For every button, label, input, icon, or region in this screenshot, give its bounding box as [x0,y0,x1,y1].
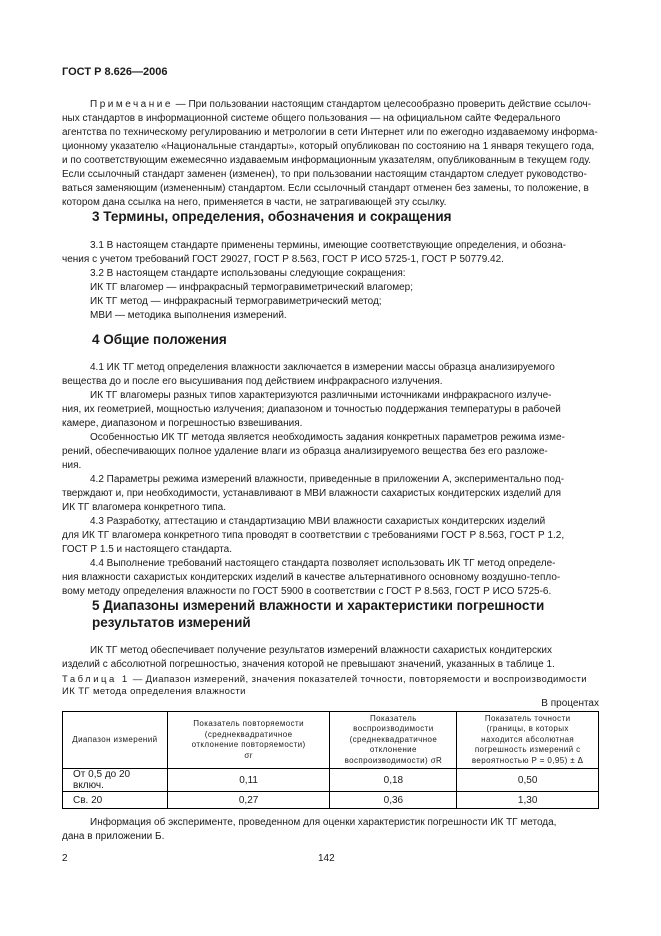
table-units: В процентах [541,698,599,709]
text-line: 4.4 Выполнение требований настоящего стандарта позволяет использовать ИК ТГ метод определе- [90,558,556,569]
text-line: Информация об эксперименте, проведенном для оценки характеристик погрешности ИК ТГ метода, [90,817,557,828]
table-caption [62,674,599,698]
text-line: ния, их геометрией, мощностью излучения; диапазоном и точностью поддержания температуры в рабочей [62,404,561,415]
text-line: вещества до и после его высушивания под действием инфракрасного излучения. [62,376,443,387]
section-4-body [62,361,599,599]
header-text: отклонение повторяемости) [191,740,306,749]
text-line: ния влажности сахаристых кондитерских изделий в качестве альтернативного основному воздушно-тепло- [62,572,561,583]
note-line: и по соответствующим ежемесячно издаваемым информационным указателям, опубликованным в текущем году. [62,155,592,166]
note-line: Если ссылочный стандарт заменен (изменен), то при пользовании настоящим стандартом следует руководство- [62,169,587,180]
text-line: вому методу определения влажности по ГОСТ 5900 в соответствии с ГОСТ Р 8.563, ГОСТ Р ИСО 5725-6. [62,586,552,597]
data-table [62,711,599,809]
table-cell: 0,27 [167,792,330,809]
section-5-body [62,644,599,672]
text-line: чения с учетом требований ГОСТ 29027, ГОСТ Р 8.563, ГОСТ Р ИСО 5725-1, ГОСТ Р 50779.42. [62,254,504,265]
text-line: 3.1 В настоящем стандарте применены термины, имеющие соответствующие определения, и обозна- [90,240,566,251]
section-3-body [62,239,599,323]
text-line: дана в приложении Б. [62,831,165,842]
header-text: воспроизводимости [353,724,434,734]
abbr-item: МВИ — методика выполнения измерений. [90,310,287,321]
header-text: σr [244,750,253,760]
table-label: Таблица 1 [62,674,130,685]
table-cell: Св. 20 [63,792,168,809]
note-line: котором дана ссылка на него, применяется в части, не затрагивающей эту ссылку. [62,197,447,208]
header-text: вероятностью P = 0,95) ± Δ [471,755,584,765]
header-text: (среднеквадратичное [204,729,293,739]
table-header-row [63,712,599,769]
document-header: ГОСТ Р 8.626—2006 [62,66,168,78]
final-paragraph [62,816,599,844]
table-row [63,792,599,809]
text-line: тверждают и, при необходимости, устанавливают в МВИ влажности сахаристых кондитерских изделий для [62,488,562,499]
header-text: Показатель повторяемости [193,719,304,728]
note-line: ционному указателю «Национальные стандарты», который опубликован по состоянию на 1 января текущего года, [62,141,595,152]
note-label: Примечание [90,99,173,110]
text-line: ИК ТГ метод обеспечивает получение результатов измерений влажности сахаристых кондитерских [90,645,552,656]
text-line: Особенностью ИК ТГ метода является необходимость задания конкретных параметров режима изме- [90,432,565,443]
table-cell: 0,50 [457,769,599,792]
header-text: погрешность измерений с [474,745,581,755]
text-line: 4.3 Разработку, аттестацию и стандартизацию МВИ влажности сахаристых кондитерских изделий [90,516,546,527]
header-text: находится абсолютная [481,734,575,744]
text-line: ИК ТГ влагомера конкретного типа. [62,502,226,513]
table-cell: 0,11 [167,769,330,792]
abbr-item: ИК ТГ метод — инфракрасный термогравиметрический метод; [90,296,382,307]
note-line: агентства по техническому регулированию и метрологии в сети Интернет или по ежегодно издаваемому информа- [62,127,598,138]
table-header-cell [167,712,330,769]
header-text: Показатель точности [484,713,571,723]
table-row [63,769,599,792]
abbr-item: ИК ТГ влагомер — инфракрасный термогравиметрический влагомер; [90,282,414,293]
text-line: рений, обеспечивающих полное удаление влаги из образца анализируемого вещества без его разложе- [62,446,548,457]
text-line: 4.2 Параметры режима измерений влажности, приведенные в приложении А, экспериментально под- [90,474,565,485]
table-header-cell [63,712,168,769]
text-line: ГОСТ Р 1.5 и настоящего стандарта. [62,544,232,555]
note-paragraph [62,98,599,210]
section-5-title-line: результатов измерений [92,615,251,630]
header-text: отклонение [369,745,417,755]
header-text: (среднеквадратичное [349,734,438,744]
page-number-left: 2 [62,853,68,864]
section-5-title-line: 5 Диапазоны измерений влажности и характеристики погрешности [92,598,545,613]
table-cell: От 0,5 до 20 включ. [63,769,168,792]
text-line: для ИК ТГ влагомера конкретного типа проводят в соответствии с требованиями ГОСТ Р 8.563, ГОСТ Р 1.2, [62,530,565,541]
table-header-cell [457,712,599,769]
table-caption-text: ИК ТГ метода определения влажности [62,686,246,697]
header-text: (границы, в которых [486,724,569,734]
header-text: Диапазон измерений [72,734,158,744]
text-line: ИК ТГ влагомеры разных типов характеризуются различными источниками инфракрасного излуче- [90,390,552,401]
text-line: 3.2 В настоящем стандарте использованы следующие сокращения: [90,268,406,279]
table-cell: 1,30 [457,792,599,809]
page-number-center: 142 [318,853,335,864]
table-header-cell [330,712,457,769]
section-4-heading: 4 Общие положения [92,332,227,347]
note-line: ваться заменяющим (измененным) стандартом. Если ссылочный стандарт отменен без замены, то положение, в [62,183,589,194]
note-line: ных стандартов в информационной системе общего пользования — на официальном сайте Федерального [62,113,561,124]
table-cell: 0,36 [330,792,457,809]
table-caption-text: — Диапазон измерений, значения показателей точности, повторяемости и воспроизводимости [129,674,587,685]
header-text: Показатель [370,713,417,723]
text-line: изделий с абсолютной погрешностью, значения которой не превышают значений, указанных в таблице 1. [62,659,555,670]
section-3-heading: 3 Термины, определения, обозначения и сокращения [92,209,452,224]
text-line: камере, диапазоном и погрешностью взвешивания. [62,418,303,429]
text-line: ния. [62,460,82,471]
header-text: воспроизводимости) σR [344,755,443,765]
note-line: — При пользовании настоящим стандартом целесообразно проверить действие ссылоч- [172,99,592,110]
section-5-heading [92,597,544,631]
table-cell: 0,18 [330,769,457,792]
text-line: 4.1 ИК ТГ метод определения влажности заключается в измерении массы образца анализируемого [90,362,555,373]
